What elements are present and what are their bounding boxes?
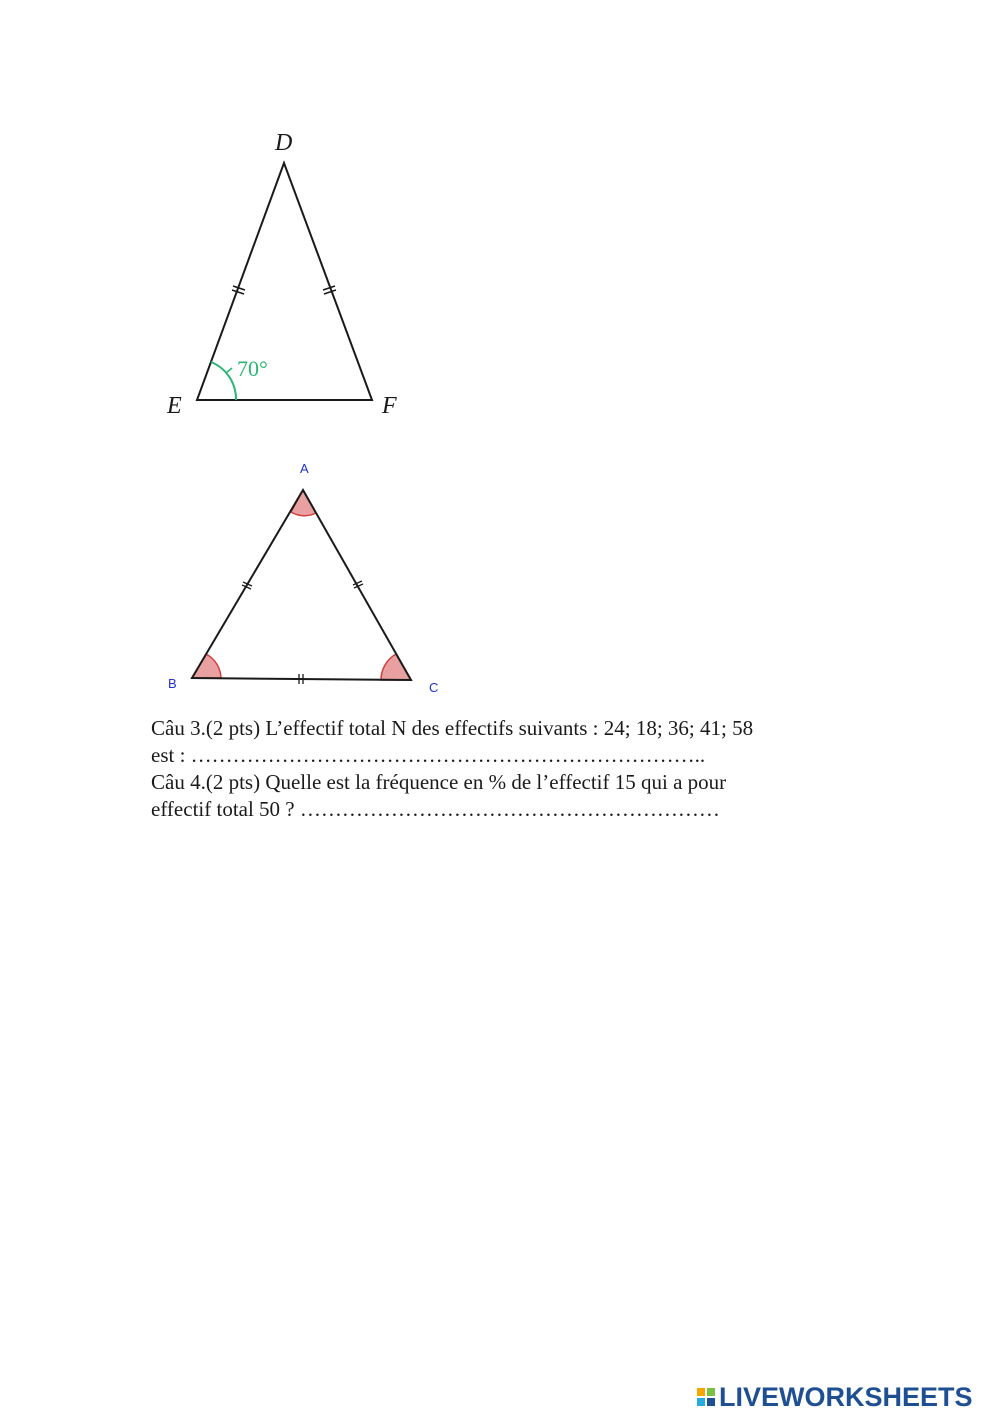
equal-side-tick-de — [232, 286, 245, 294]
angle-label-70: 70° — [237, 356, 268, 381]
liveworksheets-logo — [697, 1382, 973, 1412]
triangle-def-outline — [197, 163, 372, 400]
equal-side-tick-df — [323, 286, 336, 294]
question-3-line-1: Câu 3.(2 pts) L’effectif total N des effectifs suivants : 24; 18; 36; 41; 58 — [151, 716, 754, 740]
liveworksheets-logo-icon — [697, 1388, 715, 1406]
liveworksheets-logo-text: LIVEWORKSHEETS — [719, 1381, 973, 1412]
triangle-abc — [168, 461, 438, 695]
triangle-def — [166, 130, 397, 419]
vertex-label-b: B — [168, 676, 177, 691]
question-3 — [151, 715, 753, 769]
vertex-label-f: F — [382, 393, 397, 419]
question-3-answer-line[interactable]: est : ……………………………………………………………….. — [151, 743, 706, 767]
triangle-abc-outline — [192, 490, 411, 680]
angle-sector-c — [381, 654, 411, 680]
vertex-label-a: A — [300, 461, 309, 476]
vertex-label-c: C — [429, 680, 439, 695]
question-4-answer-line[interactable]: effectif total 50 ? …………………………………………………… — [151, 797, 720, 821]
vertex-label-e: E — [167, 393, 182, 419]
angle-tick-e — [226, 368, 232, 373]
question-4 — [151, 769, 726, 823]
angle-arc-e — [211, 362, 236, 400]
angle-sector-b — [192, 654, 221, 678]
vertex-label-d: D — [275, 130, 293, 156]
question-4-line-1: Câu 4.(2 pts) Quelle est la fréquence en % de l’effectif 15 qui a pour — [151, 770, 727, 794]
